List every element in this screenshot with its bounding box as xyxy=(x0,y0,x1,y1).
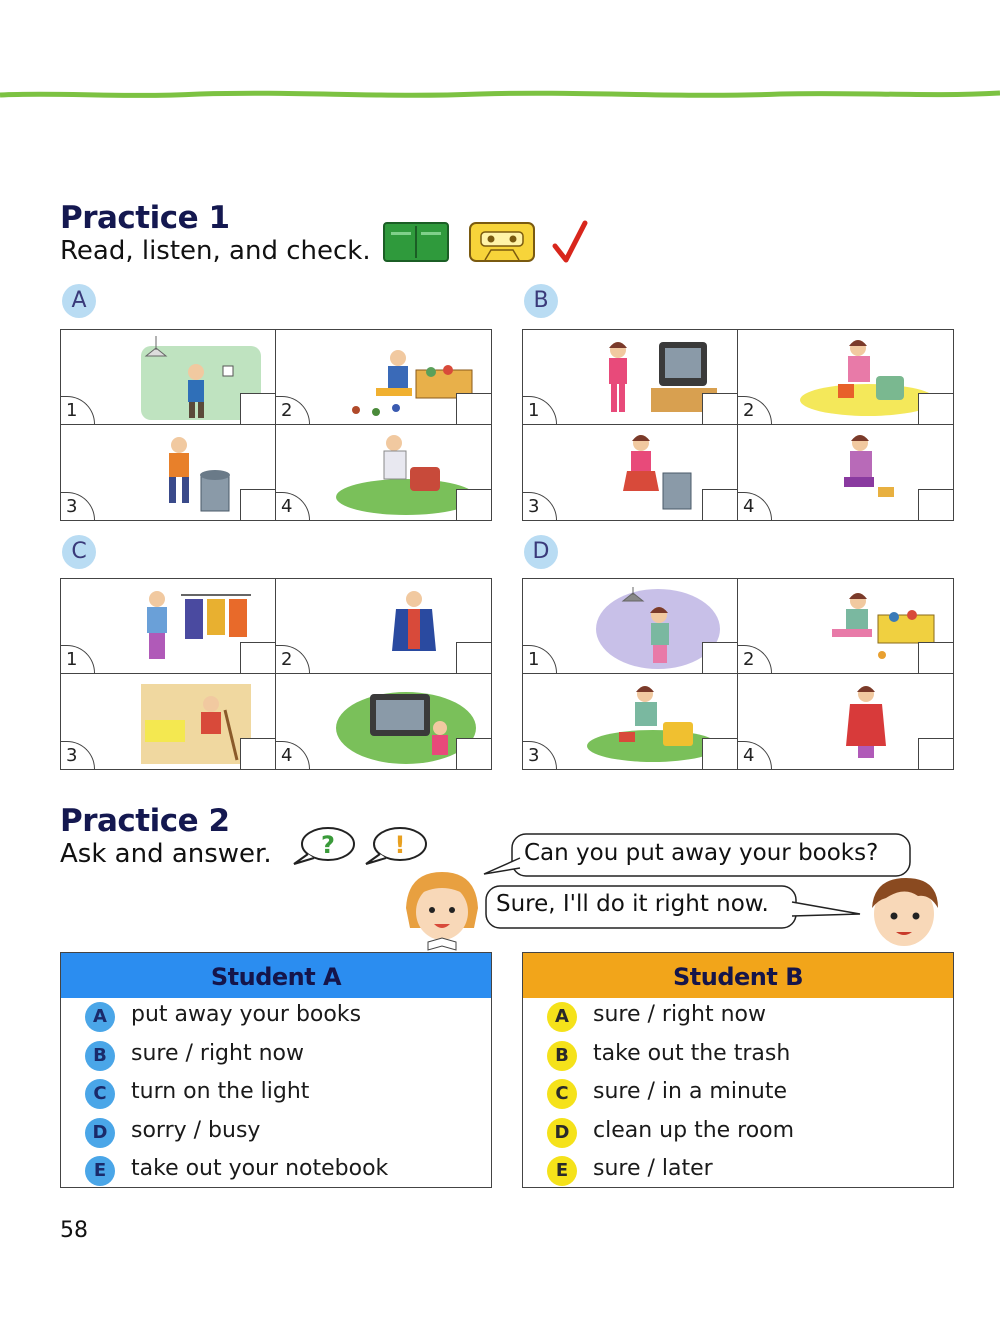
check-box[interactable] xyxy=(456,489,491,520)
question-bubble-text: Can you put away your books? xyxy=(524,840,879,866)
girl-turning-on-light-illustration xyxy=(563,585,723,669)
row-text: sure / right now xyxy=(131,1040,304,1066)
picture-cell xyxy=(523,674,738,769)
picture-number: 1 xyxy=(523,645,557,673)
row-letter-badge: E xyxy=(547,1156,577,1186)
check-box[interactable] xyxy=(456,642,491,673)
girl-face-illustration xyxy=(398,868,486,952)
picture-number: 4 xyxy=(738,492,772,520)
row-letter-badge: A xyxy=(547,1002,577,1032)
student-a-table xyxy=(60,952,492,1188)
picture-cell xyxy=(523,579,738,674)
row-text: sorry / busy xyxy=(131,1117,261,1143)
table-row xyxy=(61,1152,491,1191)
picture-grid-b xyxy=(522,329,954,521)
picture-number: 3 xyxy=(61,492,95,520)
group-a-label: A xyxy=(62,284,96,318)
picture-number: 4 xyxy=(738,741,772,769)
girl-turning-on-tv-illustration xyxy=(563,336,723,420)
picture-number: 1 xyxy=(61,645,95,673)
girl-turning-on-tv-illustration xyxy=(316,680,476,764)
table-row xyxy=(61,1075,491,1114)
check-box[interactable] xyxy=(702,642,737,673)
row-text: take out your notebook xyxy=(131,1156,389,1181)
picture-cell xyxy=(523,425,738,520)
picture-cell xyxy=(738,674,953,769)
practice-1-instruction: Read, listen, and check. xyxy=(60,236,371,266)
check-box[interactable] xyxy=(456,393,491,424)
row-letter-badge: A xyxy=(85,1002,115,1032)
picture-grid-c xyxy=(60,578,492,770)
picture-cell xyxy=(61,674,276,769)
table-row xyxy=(523,998,953,1037)
check-box[interactable] xyxy=(240,738,275,769)
table-row xyxy=(523,1075,953,1114)
boy-putting-toys-in-box-illustration xyxy=(316,336,476,420)
boy-taking-out-trash-illustration xyxy=(101,431,261,515)
checkmark-icon xyxy=(552,220,588,264)
row-text: sure / later xyxy=(593,1156,713,1181)
row-letter-badge: C xyxy=(547,1079,577,1109)
picture-grid-d xyxy=(522,578,954,770)
group-d-label: D xyxy=(524,535,558,569)
student-b-header: Student B xyxy=(523,953,953,998)
girl-putting-on-jacket-illustration xyxy=(778,680,938,764)
book-icon xyxy=(383,222,449,262)
picture-cell xyxy=(738,330,953,425)
boy-turning-on-light-illustration xyxy=(101,336,261,420)
row-letter-badge: D xyxy=(547,1118,577,1148)
picture-cell xyxy=(276,425,491,520)
check-box[interactable] xyxy=(702,393,737,424)
picture-grid-a xyxy=(60,329,492,521)
check-box[interactable] xyxy=(456,738,491,769)
cassette-icon xyxy=(469,222,535,262)
boy-face-illustration xyxy=(860,872,948,952)
check-box[interactable] xyxy=(240,489,275,520)
boy-hanging-clothes-illustration xyxy=(101,585,261,669)
picture-number: 2 xyxy=(738,396,772,424)
practice-2-title: Practice 2 xyxy=(60,803,230,839)
check-box[interactable] xyxy=(918,489,953,520)
check-box[interactable] xyxy=(918,738,953,769)
picture-number: 3 xyxy=(61,741,95,769)
row-text: take out the trash xyxy=(593,1040,791,1066)
girl-putting-toys-in-box-illustration xyxy=(778,585,938,669)
check-box[interactable] xyxy=(240,393,275,424)
row-text: clean up the room xyxy=(593,1117,795,1143)
picture-cell xyxy=(61,330,276,425)
boy-cleaning-room-illustration xyxy=(101,680,261,764)
row-letter-badge: E xyxy=(85,1156,115,1186)
row-text: sure / right now xyxy=(593,1002,766,1027)
picture-number: 3 xyxy=(523,741,557,769)
check-box[interactable] xyxy=(702,489,737,520)
page-number: 58 xyxy=(60,1218,88,1243)
girl-putting-away-books-illustration xyxy=(563,680,723,764)
picture-cell xyxy=(61,425,276,520)
practice-2-instruction: Ask and answer. xyxy=(60,839,272,869)
row-letter-badge: B xyxy=(547,1041,577,1071)
check-box[interactable] xyxy=(702,738,737,769)
girl-taking-out-trash-illustration xyxy=(563,431,723,515)
picture-number: 2 xyxy=(276,396,310,424)
row-text: sure / in a minute xyxy=(593,1079,788,1104)
check-box[interactable] xyxy=(918,642,953,673)
top-divider-line xyxy=(0,88,1000,102)
table-row xyxy=(61,1037,491,1076)
table-row xyxy=(61,998,491,1037)
picture-cell xyxy=(276,330,491,425)
check-box[interactable] xyxy=(918,393,953,424)
girl-taking-out-notebook-illustration xyxy=(778,336,938,420)
picture-number: 4 xyxy=(276,741,310,769)
picture-number: 2 xyxy=(276,645,310,673)
question-bubble-icon xyxy=(290,826,356,868)
picture-number: 4 xyxy=(276,492,310,520)
group-c-label: C xyxy=(62,535,96,569)
picture-number: 1 xyxy=(61,396,95,424)
row-text: turn on the light xyxy=(131,1079,310,1104)
picture-cell xyxy=(523,330,738,425)
girl-putting-away-books-illustration xyxy=(778,431,938,515)
answer-bubble-text: Sure, I'll do it right now. xyxy=(496,891,769,917)
row-letter-badge: D xyxy=(85,1118,115,1148)
check-box[interactable] xyxy=(240,642,275,673)
exclamation-bubble-icon xyxy=(362,826,430,868)
boy-taking-out-notebook-illustration xyxy=(316,431,476,515)
svg-text:?: ? xyxy=(321,831,335,859)
table-row xyxy=(61,1114,491,1153)
row-text: put away your books xyxy=(131,1002,362,1027)
table-row xyxy=(523,1037,953,1076)
student-b-table xyxy=(522,952,954,1188)
row-letter-badge: B xyxy=(85,1041,115,1071)
picture-number: 3 xyxy=(523,492,557,520)
picture-cell xyxy=(738,425,953,520)
picture-cell xyxy=(61,579,276,674)
picture-cell xyxy=(738,579,953,674)
picture-cell xyxy=(276,579,491,674)
picture-number: 1 xyxy=(523,396,557,424)
group-b-label: B xyxy=(524,284,558,318)
table-row xyxy=(523,1152,953,1191)
picture-number: 2 xyxy=(738,645,772,673)
table-row xyxy=(523,1114,953,1153)
picture-cell xyxy=(276,674,491,769)
row-letter-badge: C xyxy=(85,1079,115,1109)
svg-text:!: ! xyxy=(394,831,406,859)
practice-1-title: Practice 1 xyxy=(60,200,230,236)
student-a-header: Student A xyxy=(61,953,491,998)
boy-putting-on-jacket-illustration xyxy=(316,585,476,669)
